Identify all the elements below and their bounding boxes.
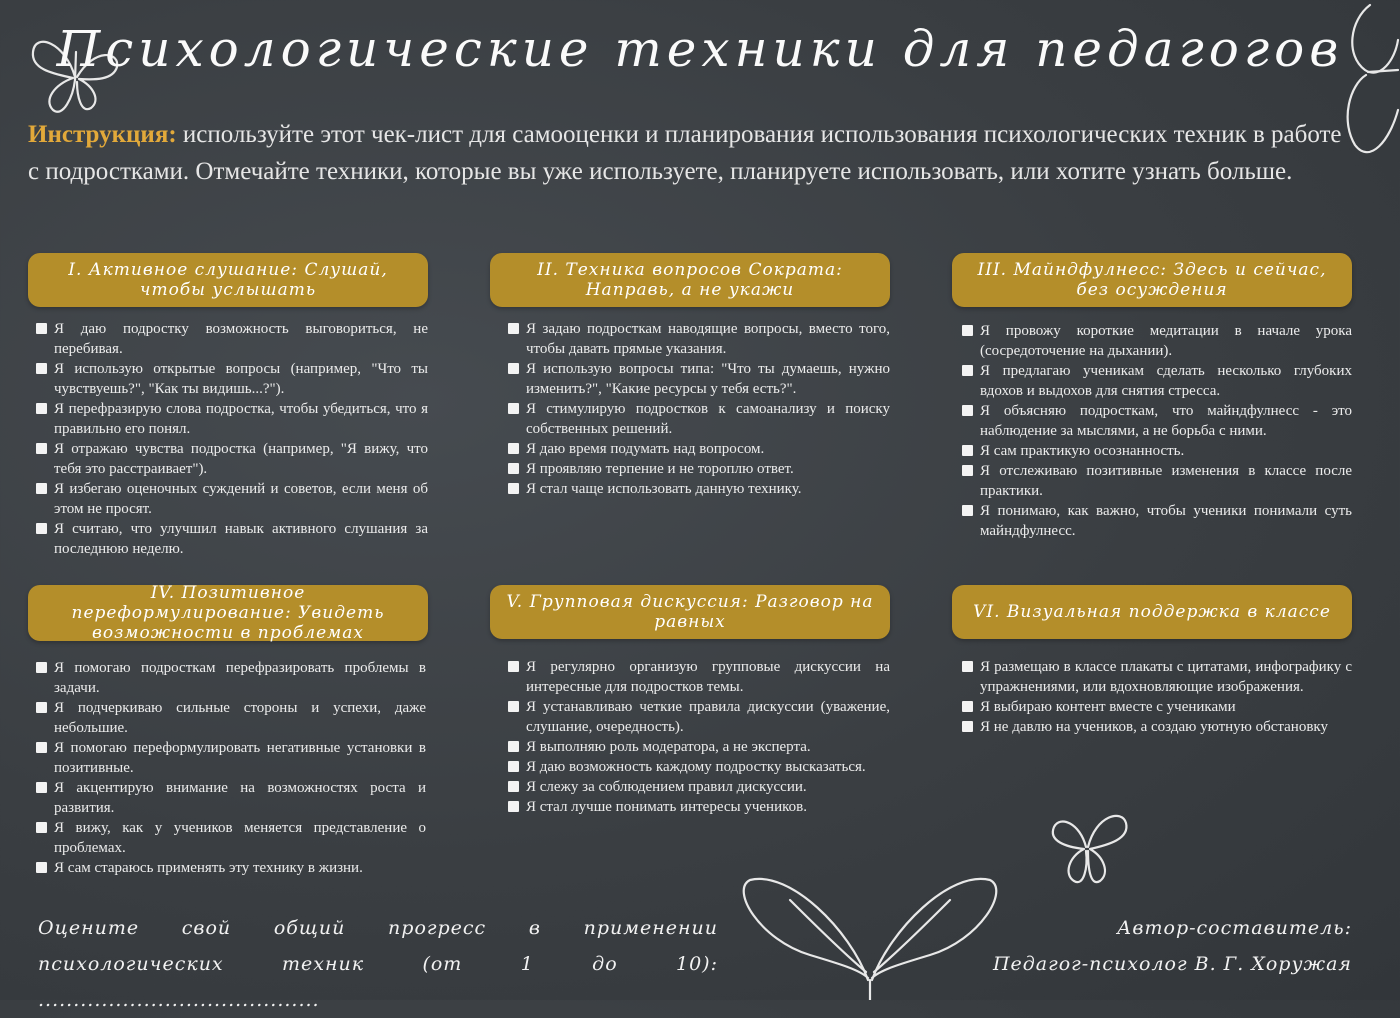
checklist-item[interactable]: Я стал лучше понимать интересы учеников.: [508, 797, 890, 817]
checkbox[interactable]: [36, 702, 47, 713]
checklist-item[interactable]: Я избегаю оценочных суждений и советов, если меня об этом не просят.: [36, 479, 428, 519]
checkbox[interactable]: [36, 443, 47, 454]
section-heading-mindfulness: III. Майндфулнесс: Здесь и сейчас, без осуждения: [952, 253, 1352, 307]
section-heading-active-listening: I. Активное слушание: Слушай, чтобы услышать: [28, 253, 428, 307]
checkbox[interactable]: [962, 505, 973, 516]
section-heading-socratic-questions: II. Техника вопросов Сократа: Направь, а не укажи: [490, 253, 890, 307]
checklist-item[interactable]: Я отслеживаю позитивные изменения в классе после практики.: [962, 461, 1352, 501]
checklist-item[interactable]: Я слежу за соблюдением правил дискуссии.: [508, 777, 890, 797]
checkbox[interactable]: [36, 403, 47, 414]
checkbox[interactable]: [36, 323, 47, 334]
checklist-item[interactable]: Я использую вопросы типа: "Что ты думаешь, нужно изменить?", "Какие ресурсы у тебя есть?".: [508, 359, 890, 399]
checkbox[interactable]: [36, 862, 47, 873]
section-heading-group-discussion: V. Групповая дискуссия: Разговор на равных: [490, 585, 890, 639]
checkbox[interactable]: [508, 661, 519, 672]
author-block: [932, 910, 1352, 982]
author-label: Автор-составитель:: [1117, 917, 1352, 939]
checklist-group-discussion: [508, 657, 890, 817]
checkbox[interactable]: [962, 325, 973, 336]
checkbox[interactable]: [508, 761, 519, 772]
checkbox[interactable]: [36, 822, 47, 833]
checkbox[interactable]: [508, 483, 519, 494]
section-heading-visual-support: VI. Визуальная поддержка в классе: [952, 585, 1352, 639]
checkbox[interactable]: [36, 662, 47, 673]
checklist-active-listening: [36, 319, 428, 559]
checklist-visual-support: [962, 657, 1352, 737]
checklist-item[interactable]: Я задаю подросткам наводящие вопросы, вместо того, чтобы давать прямые указания.: [508, 319, 890, 359]
checkbox[interactable]: [962, 701, 973, 712]
section-heading-positive-reframing: IV. Позитивное переформулирование: Увидеть возможности в проблемах: [28, 585, 428, 641]
checklist-item[interactable]: Я выбираю контент вместе с учениками: [962, 697, 1352, 717]
checkbox[interactable]: [508, 323, 519, 334]
checkbox[interactable]: [508, 443, 519, 454]
checkbox[interactable]: [36, 363, 47, 374]
checklist-item[interactable]: Я даю время подумать над вопросом.: [508, 439, 890, 459]
checkbox[interactable]: [508, 463, 519, 474]
checklist-item[interactable]: Я предлагаю ученикам сделать несколько глубоких вдохов и выдохов для снятия стресса.: [962, 361, 1352, 401]
instruction-text: [28, 116, 1358, 190]
checkbox[interactable]: [36, 523, 47, 534]
checklist-socratic-questions: [508, 319, 890, 499]
checklist-item[interactable]: Я сам стараюсь применять эту технику в жизни.: [36, 858, 426, 878]
progress-rating-prompt[interactable]: Оцените свой общий прогресс в применении психологических техник (от 1 до 10): ........................................: [38, 917, 718, 1011]
checklist-item[interactable]: Я использую открытые вопросы (например, "Что ты чувствуешь?", "Как ты видишь...?").: [36, 359, 428, 399]
butterfly-icon: [1038, 795, 1138, 895]
checklist-item[interactable]: Я устанавливаю четкие правила дискуссии (уважение, слушание, очередность).: [508, 697, 890, 737]
checkbox[interactable]: [962, 661, 973, 672]
checklist-item[interactable]: Я отражаю чувства подростка (например, "Я вижу, что тебя это расстраивает").: [36, 439, 428, 479]
checklist-item[interactable]: Я перефразирую слова подростка, чтобы убедиться, что я правильно его понял.: [36, 399, 428, 439]
checkbox[interactable]: [508, 363, 519, 374]
checklist-item[interactable]: Я размещаю в классе плакаты с цитатами, инфографику с упражнениями, или вдохновляющие изображения.: [962, 657, 1352, 697]
checkbox[interactable]: [508, 781, 519, 792]
checklist-mindfulness: [962, 321, 1352, 541]
checklist-positive-reframing: [36, 658, 426, 878]
checklist-item[interactable]: Я понимаю, как важно, чтобы ученики понимали суть майндфулнесс.: [962, 501, 1352, 541]
checkbox[interactable]: [962, 465, 973, 476]
checklist-item[interactable]: Я подчеркиваю сильные стороны и успехи, даже небольшие.: [36, 698, 426, 738]
checklist-item[interactable]: Я даю подростку возможность выговориться, не перебивая.: [36, 319, 428, 359]
checklist-item[interactable]: Я не давлю на учеников, а создаю уютную обстановку: [962, 717, 1352, 737]
author-name: Педагог-психолог В. Г. Хоружая: [992, 953, 1352, 975]
checklist-item[interactable]: Я помогаю переформулировать негативные установки в позитивные.: [36, 738, 426, 778]
instruction-body: используйте этот чек-лист для самооценки и планирования использования психологических техник в работе с подростками. Отмечайте техники, которые вы уже используете, планируете использовать, или хотите узнать больше.: [28, 121, 1342, 185]
checkbox[interactable]: [508, 403, 519, 414]
checklist-item[interactable]: Я регулярно организую групповые дискуссии на интересные для подростков темы.: [508, 657, 890, 697]
checklist-item[interactable]: Я стал чаще использовать данную технику.: [508, 479, 890, 499]
checklist-item[interactable]: Я провожу короткие медитации в начале урока (сосредоточение на дыхании).: [962, 321, 1352, 361]
checklist-item[interactable]: Я выполняю роль модератора, а не эксперта.: [508, 737, 890, 757]
checkbox[interactable]: [962, 365, 973, 376]
checkbox[interactable]: [508, 741, 519, 752]
checklist-item[interactable]: Я вижу, как у учеников меняется представление о проблемах.: [36, 818, 426, 858]
checklist-item[interactable]: Я помогаю подросткам перефразировать проблемы в задачи.: [36, 658, 426, 698]
checklist-item[interactable]: Я считаю, что улучшил навык активного слушания за последнюю неделю.: [36, 519, 428, 559]
checklist-item[interactable]: Я сам практикую осознанность.: [962, 441, 1352, 461]
checkbox[interactable]: [36, 742, 47, 753]
checklist-item[interactable]: Я акцентирую внимание на возможностях роста и развития.: [36, 778, 426, 818]
checklist-item[interactable]: Я проявляю терпение и не тороплю ответ.: [508, 459, 890, 479]
checkbox[interactable]: [962, 721, 973, 732]
checkbox[interactable]: [36, 483, 47, 494]
checklist-item[interactable]: Я даю возможность каждому подростку высказаться.: [508, 757, 890, 777]
page-title: Психологические техники для педагогов: [56, 20, 1344, 78]
checklist-item[interactable]: Я объясняю подросткам, что майндфулнесс - это наблюдение за мыслями, а не борьба с ними.: [962, 401, 1352, 441]
checkbox[interactable]: [36, 782, 47, 793]
instruction-label: Инструкция:: [28, 121, 177, 148]
checkbox[interactable]: [962, 405, 973, 416]
checkbox[interactable]: [508, 801, 519, 812]
checklist-item[interactable]: Я стимулирую подростков к самоанализу и поиску собственных решений.: [508, 399, 890, 439]
checkbox[interactable]: [508, 701, 519, 712]
checkbox[interactable]: [962, 445, 973, 456]
